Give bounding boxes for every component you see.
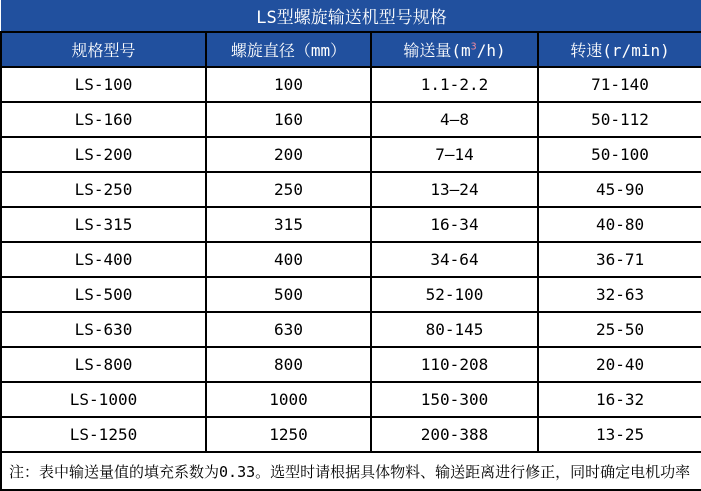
cell-speed: 20-40 (538, 347, 701, 382)
table-row (1, 207, 701, 242)
cell-capacity: 52-100 (371, 277, 538, 312)
cell-speed: 40-80 (538, 207, 701, 242)
cell-model: LS-500 (1, 277, 206, 312)
cell-speed: 32-63 (538, 277, 701, 312)
table-row (1, 382, 701, 417)
cell-model: LS-100 (1, 67, 206, 102)
cell-capacity: 1.1-2.2 (371, 67, 538, 102)
cell-model: LS-400 (1, 242, 206, 277)
cell-model: LS-800 (1, 347, 206, 382)
column-header-speed: 转速(r/min) (538, 32, 701, 67)
cell-capacity: 80-145 (371, 312, 538, 347)
cell-diameter: 1250 (206, 417, 371, 452)
cell-diameter: 250 (206, 172, 371, 207)
cell-model: LS-1000 (1, 382, 206, 417)
cell-capacity: 7—14 (371, 137, 538, 172)
cell-speed: 71-140 (538, 67, 701, 102)
cell-speed: 13-25 (538, 417, 701, 452)
cell-diameter: 500 (206, 277, 371, 312)
cell-speed: 50-100 (538, 137, 701, 172)
cell-model: LS-1250 (1, 417, 206, 452)
cell-model: LS-200 (1, 137, 206, 172)
header-row (1, 32, 701, 67)
table-row (1, 277, 701, 312)
table-row (1, 242, 701, 277)
cell-diameter: 315 (206, 207, 371, 242)
cell-model: LS-315 (1, 207, 206, 242)
table-row (1, 417, 701, 452)
cell-capacity: 4—8 (371, 102, 538, 137)
cell-capacity: 110-208 (371, 347, 538, 382)
cell-capacity: 34-64 (371, 242, 538, 277)
cell-speed: 36-71 (538, 242, 701, 277)
table-note: 注：表中输送量值的填充系数为0.33。选型时请根据具体物料、输送距离进行修正，同时确定电机功率 (1, 452, 701, 490)
cell-model: LS-250 (1, 172, 206, 207)
cell-model: LS-630 (1, 312, 206, 347)
cell-model: LS-160 (1, 102, 206, 137)
cell-diameter: 1000 (206, 382, 371, 417)
table-row (1, 172, 701, 207)
table-row (1, 347, 701, 382)
cell-diameter: 160 (206, 102, 371, 137)
cell-capacity: 16-34 (371, 207, 538, 242)
note-row (1, 452, 701, 490)
capacity-label-prefix: 输送量(m (403, 41, 471, 60)
cell-speed: 50-112 (538, 102, 701, 137)
capacity-label-suffix: /h) (476, 41, 506, 60)
cell-speed: 25-50 (538, 312, 701, 347)
cell-speed: 16-32 (538, 382, 701, 417)
table-row (1, 67, 701, 102)
cell-capacity: 150-300 (371, 382, 538, 417)
column-header-capacity (371, 32, 538, 67)
table-row (1, 137, 701, 172)
cell-diameter: 800 (206, 347, 371, 382)
page-title: LS型螺旋输送机型号规格 (1, 0, 701, 32)
title-row (1, 0, 701, 32)
cell-diameter: 200 (206, 137, 371, 172)
capacity-superscript: 3 (470, 41, 477, 53)
column-header-model: 规格型号 (1, 32, 206, 67)
cell-diameter: 100 (206, 67, 371, 102)
cell-speed: 45-90 (538, 172, 701, 207)
table-row (1, 102, 701, 137)
cell-capacity: 200-388 (371, 417, 538, 452)
table-row (1, 312, 701, 347)
column-header-diameter: 螺旋直径（mm） (206, 32, 371, 67)
cell-capacity: 13—24 (371, 172, 538, 207)
cell-diameter: 630 (206, 312, 371, 347)
cell-diameter: 400 (206, 242, 371, 277)
